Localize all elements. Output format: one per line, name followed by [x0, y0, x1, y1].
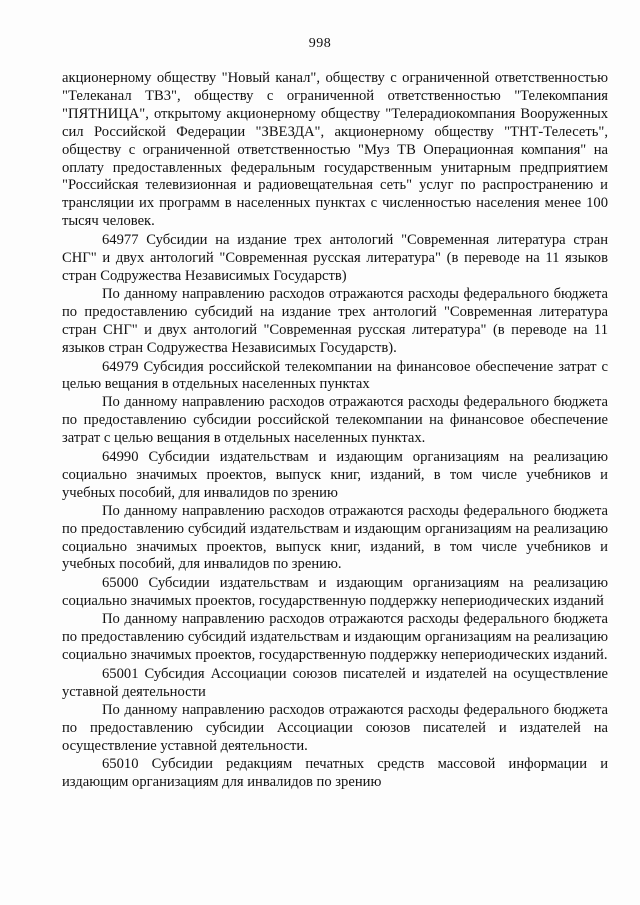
paragraph-description-64977: По данному направлению расходов отражаются расходы федерального бюджета по предоставлению субсидий на издание трех антологий "Современная литература стран СНГ" и двух антологий "Современная русская литература" (в переводе на 11 языков стран Содружества Независимых Государств).	[62, 285, 608, 356]
paragraph-continuation: акционерному обществу "Новый канал", обществу с ограниченной ответственностью "Телеканал ТВ3", обществу с ограниченной ответственностью "Телекомпания "ПЯТНИЦА", открытому акционерному обществу "Телерадиокомпания Вооруженных сил Российской Федерации "ЗВЕЗДА", акционерному обществу "ТНТ-Телесеть", обществу с ограниченной ответственностью "Муз ТВ Операционная компания" на оплату предоставленных федеральным государственным унитарным предприятием "Российская телевизионная и радиовещательная сеть" услуг по распространению и трансляции их программ в населенных пунктах с численностью населения менее 100 тысяч человек.	[62, 70, 608, 230]
paragraph-description-64990: По данному направлению расходов отражаются расходы федерального бюджета по предоставлению субсидий издательствам и издающим организациям на реализацию социально значимых проектов, выпуск книг, изданий, в том числе учебников и учебных пособий, для инвалидов по зрению.	[62, 502, 608, 573]
paragraph-description-65000: По данному направлению расходов отражаются расходы федерального бюджета по предоставлению субсидий издательствам и издающим организациям на реализацию социально значимых проектов, государственную поддержку непериодических изданий.	[62, 611, 608, 663]
paragraph-code-65001: 65001 Субсидия Ассоциации союзов писателей и издателей на осуществление уставной деятельности	[62, 665, 608, 700]
paragraph-code-64990: 64990 Субсидии издательствам и издающим организациям на реализацию социально значимых проектов, выпуск книг, изданий, в том числе учебников и учебных пособий, для инвалидов по зрению	[62, 449, 608, 501]
paragraph-code-64979: 64979 Субсидия российской телекомпании на финансовое обеспечение затрат с целью вещания в отдельных населенных пунктах	[62, 358, 608, 393]
paragraph-code-65000: 65000 Субсидии издательствам и издающим организациям на реализацию социально значимых проектов, государственную поддержку непериодических изданий	[62, 575, 608, 610]
document-body	[62, 70, 608, 792]
paragraph-description-64979: По данному направлению расходов отражаются расходы федерального бюджета по предоставлению субсидии российской телекомпании на финансовое обеспечение затрат с целью вещания в отдельных населенных пунктах.	[62, 394, 608, 447]
paragraph-code-64977: 64977 Субсидии на издание трех антологий "Современная литература стран СНГ" и двух антологий "Современная русская литература" (в переводе на 11 языков стран Содружества Независимых Государств)	[62, 232, 608, 284]
paragraph-code-65010: 65010 Субсидии редакциям печатных средств массовой информации и издающим организациям для инвалидов по зрению	[62, 756, 608, 791]
paragraph-description-65001: По данному направлению расходов отражаются расходы федерального бюджета по предоставлению субсидии Ассоциации союзов писателей и издателей на осуществление уставной деятельности.	[62, 701, 608, 754]
page-number: 998	[308, 36, 332, 51]
